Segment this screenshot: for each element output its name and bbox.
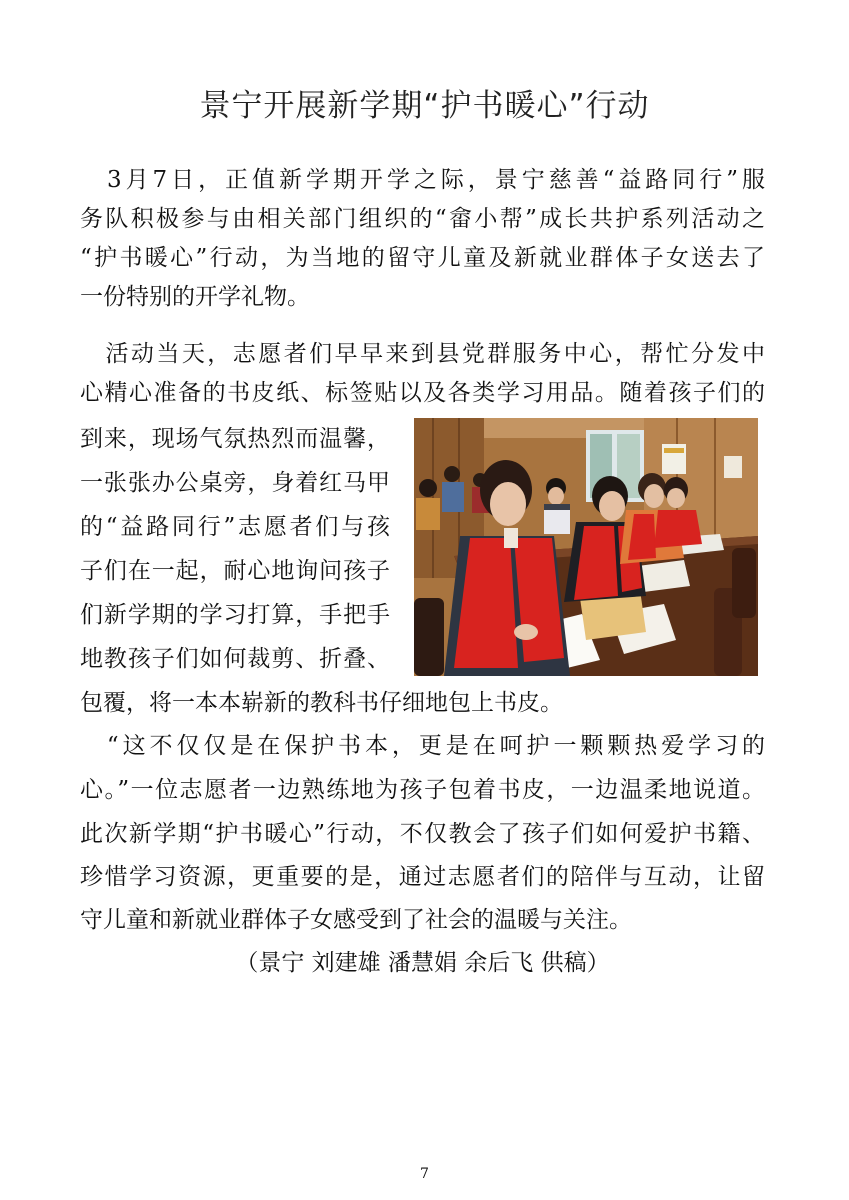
paragraph-line: 守儿童和新就业群体子女感受到了社会的温暖与关注。 (80, 907, 632, 933)
paragraph-line: “护书暖心”行动，为当地的留守儿童及新就业群体子女送去了 (80, 245, 765, 271)
paragraph-line: 到来，现场气氛热烈而温馨， (80, 426, 390, 452)
paragraph-line: 3月7日，正值新学期开学之际，景宁慈善“益路同行”服 (80, 167, 765, 193)
page-number: 7 (420, 1166, 429, 1182)
paragraph-line: 活动当天，志愿者们早早来到县党群服务中心，帮忙分发中 (80, 341, 765, 367)
paragraph-line: 心精心准备的书皮纸、标签贴以及各类学习用品。随着孩子们的 (80, 380, 765, 406)
paragraph-line: 一份特别的开学礼物。 (80, 284, 310, 310)
paragraph-line: 此次新学期“护书暖心”行动，不仅教会了孩子们如何爱护书籍、 (80, 821, 765, 847)
paragraph-line: 子们在一起，耐心地询问孩子 (80, 558, 390, 584)
paragraph-line: 们新学期的学习打算，手把手 (80, 602, 390, 628)
volunteers-photo (414, 418, 758, 676)
paragraph-line: 珍惜学习资源，更重要的是，通过志愿者们的陪伴与互动，让留 (80, 864, 765, 890)
paragraph-line: 的“益路同行”志愿者们与孩 (80, 514, 390, 540)
paragraph-line: 务队积极参与由相关部门组织的“畲小帮”成长共护系列活动之 (80, 206, 765, 232)
paragraph-line: 地教孩子们如何裁剪、折叠、 (80, 646, 390, 672)
paragraph-line: “这不仅仅是在保护书本，更是在呵护一颗颗热爱学习的 (80, 733, 765, 759)
paragraph-line: 心。”一位志愿者一边熟练地为孩子包着书皮，一边温柔地说道。 (80, 777, 765, 803)
article-credit: （景宁 刘建雄 潘慧娟 余后飞 供稿） (235, 950, 610, 976)
paragraph-line: 包覆，将一本本崭新的教科书仔细地包上书皮。 (80, 690, 563, 716)
paragraph-line: 一张张办公桌旁，身着红马甲 (80, 470, 390, 496)
article-title: 景宁开展新学期“护书暖心”行动 (199, 88, 650, 124)
